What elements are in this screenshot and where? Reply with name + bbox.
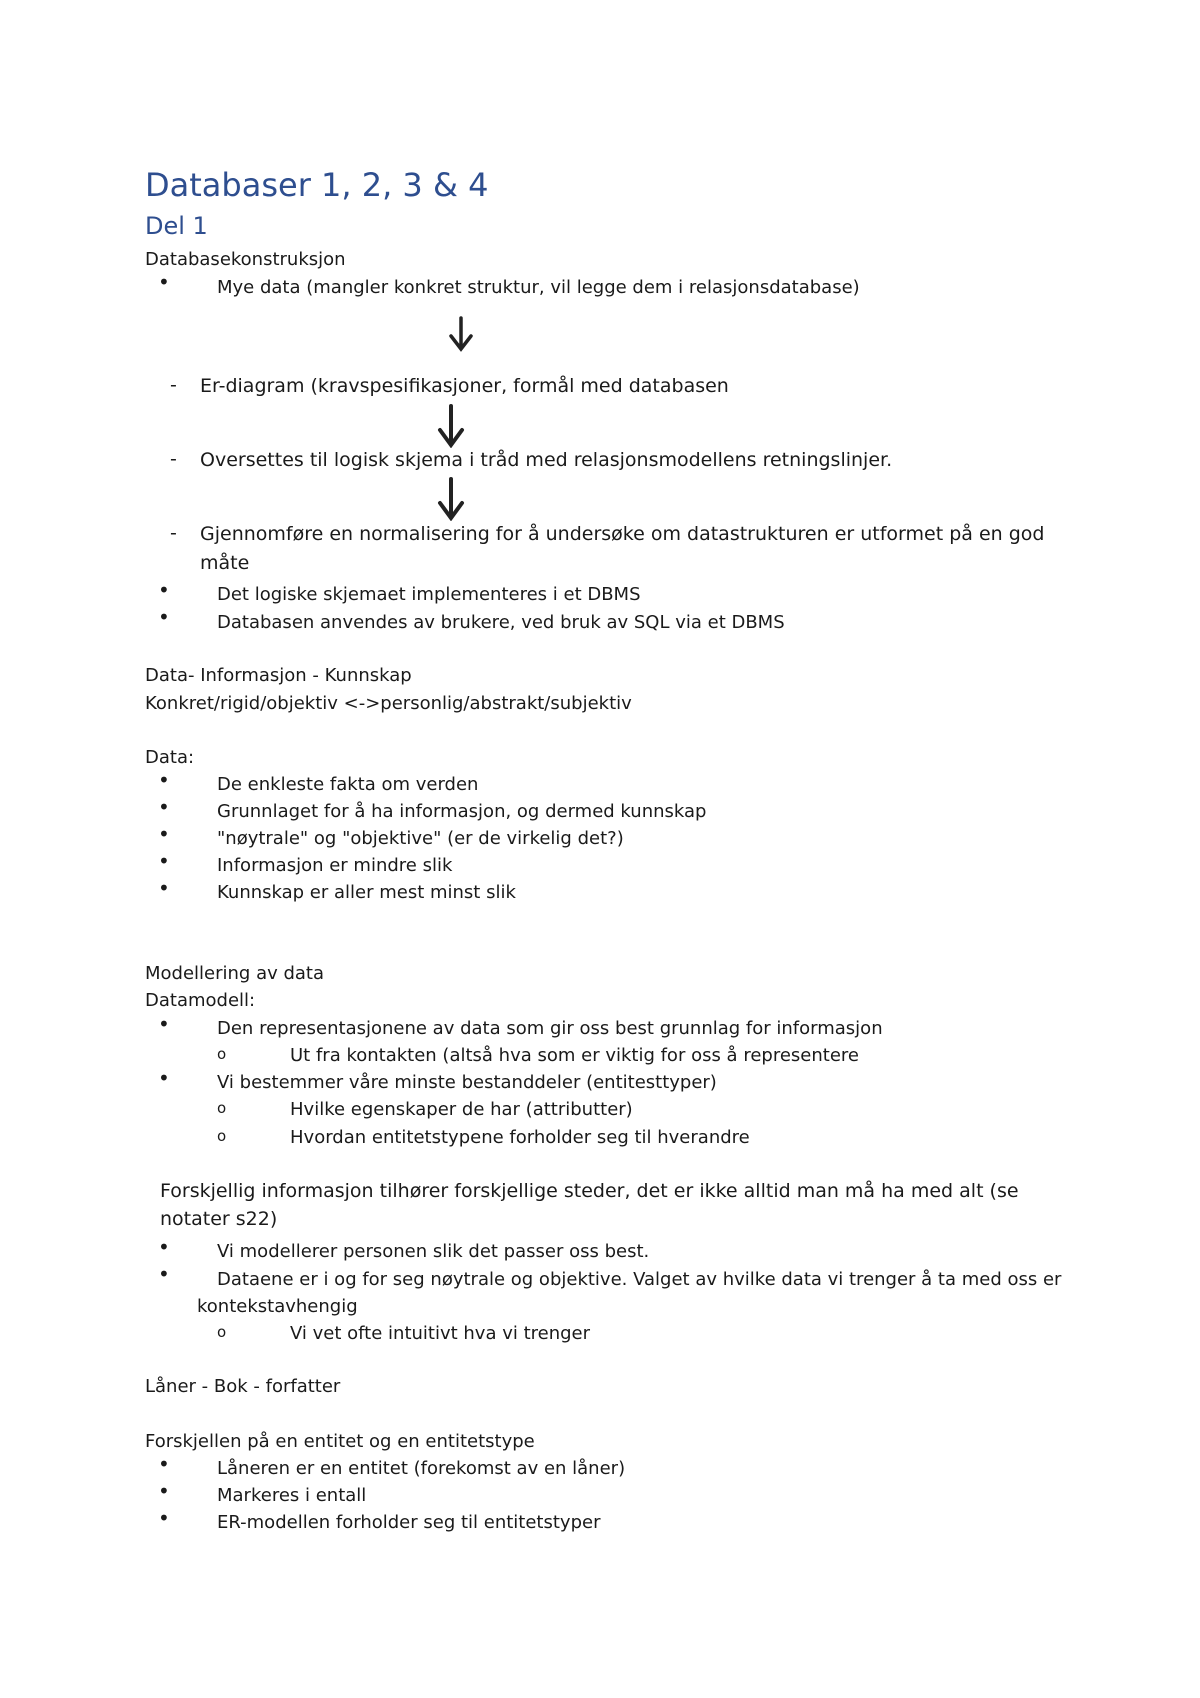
bullet-marker: • [158,768,170,792]
entity-heading: Forskjellen på en entitet og en entitetstype [145,1431,535,1452]
construction-step-1: Er-diagram (kravspesifikasjoner, formål med databasen [200,375,729,397]
bullet-marker: • [158,1235,170,1259]
construction-step-3: Gjennomføre en normalisering for å undersøke om datastrukturen er utformet på en god [200,523,1045,545]
bullet-marker: • [158,605,170,629]
down-arrow-icon [446,316,476,352]
bullet-marker: • [158,1479,170,1503]
info-bullet-2-cont: kontekstavhengig [197,1296,358,1317]
entity-bullet-1: Låneren er en entitet (forekomst av en låner) [217,1458,626,1479]
entity-bullet-3: ER-modellen forholder seg til entitetstyper [217,1512,601,1533]
data-bullet-3: "nøytrale" og "objektive" (er de virkelig det?) [217,828,624,849]
modelling-subheading: Datamodell: [145,990,256,1011]
info-bullet-2: Dataene er i og for seg nøytrale og objektive. Valget av hvilke data vi trenger å ta med oss er [217,1269,1062,1290]
info-line-1: Forskjellig informasjon tilhører forskjellige steder, det er ikke alltid man må ha med alt (se [160,1180,1019,1202]
data-bullet-1: De enkleste fakta om verden [217,774,479,795]
dash-marker: - [170,522,177,544]
construction-first-bullet: Mye data (mangler konkret struktur, vil legge dem i relasjonsdatabase) [217,277,860,298]
data-bullet-2: Grunnlaget for å ha informasjon, og dermed kunnskap [217,801,707,822]
entity-bullet-2: Markeres i entall [217,1485,367,1506]
bullet-marker: • [158,795,170,819]
construction-after-1: Det logiske skjemaet implementeres i et DBMS [217,584,641,605]
info-bullet-1: Vi modellerer personen slik det passer oss best. [217,1241,650,1262]
sub-bullet-marker: o [217,1127,227,1145]
down-arrow-icon [436,404,466,448]
bullet-marker: • [158,1066,170,1090]
construction-heading: Databasekonstruksjon [145,249,346,270]
bullet-marker: • [158,849,170,873]
bullet-marker: • [158,822,170,846]
loan-line: Låner - Bok - forfatter [145,1376,341,1397]
modelling-bullet-1: Den representasjonene av data som gir oss best grunnlag for informasjon [217,1018,883,1039]
dash-marker: - [170,374,177,396]
data-bullet-4: Informasjon er mindre slik [217,855,453,876]
modelling-bullet-2-sub-2: Hvordan entitetstypene forholder seg til hverandre [290,1127,750,1148]
data-bullet-5: Kunnskap er aller mest minst slik [217,882,516,903]
down-arrow-icon [436,477,466,521]
construction-step-3-cont: måte [200,552,250,574]
modelling-bullet-2: Vi bestemmer våre minste bestanddeler (entitesttyper) [217,1072,717,1093]
modelling-heading: Modellering av data [145,963,325,984]
construction-after-2: Databasen anvendes av brukere, ved bruk av SQL via et DBMS [217,612,785,633]
sub-bullet-marker: o [217,1045,227,1063]
info-bullet-2-sub: Vi vet ofte intuitivt hva vi trenger [290,1323,591,1344]
page-title: Databaser 1, 2, 3 & 4 [145,166,489,204]
bullet-marker: • [158,1506,170,1530]
section-heading: Del 1 [145,212,208,240]
bullet-marker: • [158,1452,170,1476]
modelling-bullet-1-sub: Ut fra kontakten (altså hva som er viktig for oss å representere [290,1045,859,1066]
bullet-marker: • [158,1012,170,1036]
dash-marker: - [170,448,177,470]
bullet-marker: • [158,578,170,602]
bullet-marker: • [158,1262,170,1286]
data-heading: Data: [145,747,195,768]
bullet-marker: • [158,270,170,294]
modelling-bullet-2-sub-1: Hvilke egenskaper de har (attributter) [290,1099,633,1120]
dik-line-1: Data- Informasjon - Kunnskap [145,665,412,686]
dik-line-2: Konkret/rigid/objektiv <->personlig/abstrakt/subjektiv [145,693,632,714]
sub-bullet-marker: o [217,1099,227,1117]
info-line-2: notater s22) [160,1208,278,1230]
sub-bullet-marker: o [217,1323,227,1341]
bullet-marker: • [158,876,170,900]
construction-step-2: Oversettes til logisk skjema i tråd med relasjonsmodellens retningslinjer. [200,449,893,471]
